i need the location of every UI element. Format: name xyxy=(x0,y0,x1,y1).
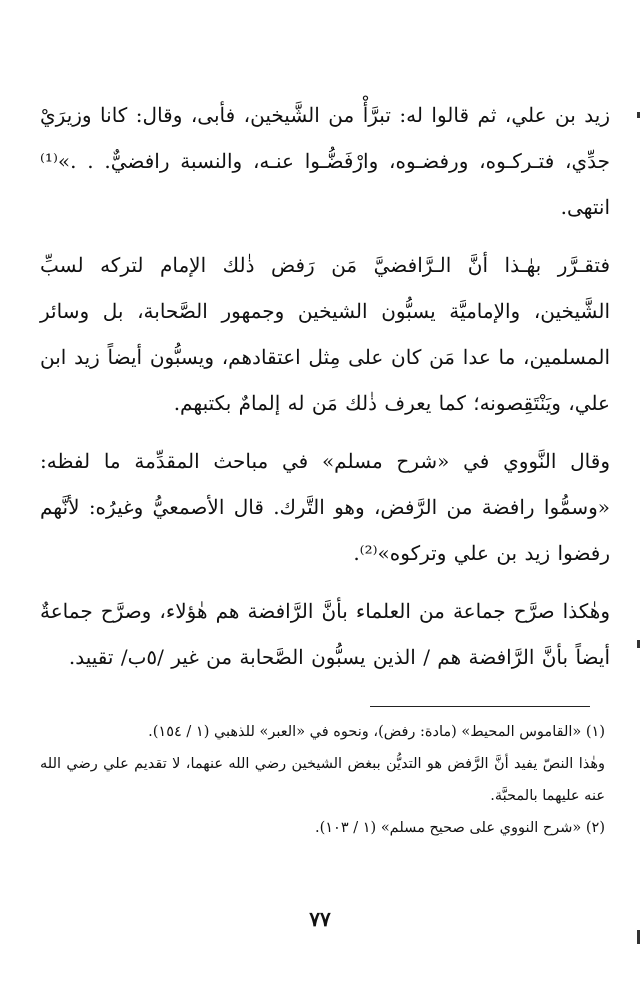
paragraph-2: فتقـرَّر بهٰـذا أنَّ الـرَّافضيَّ مَن رَفض ذٰلك الإمام لتركه لسبِّ الشَّيخين، والإماميَّة يسبُّون الشيخين وجمهور الصَّحابة، بل وسائر المسلمين، ما عدا مَن كان على مِثل اعتقادهم، ويسبُّون أيضاً زيد ابن علي، ويَنْتَقِصونه؛ كما يعرف ذٰلك مَن له إلمامٌ بكتبهم. xyxy=(40,253,610,415)
footnote-1-comment: وهٰذا النصّ يفيد أنَّ الرَّفض هو التديُّن ببغض الشيخين رضي الله عنهما، لا تقديم علي رضي الله عنه عليهما بالمحبَّة. xyxy=(40,756,605,804)
paragraph-1: زيد بن علي، ثم قالوا له: تبرَّأْ من الشَّيخين، فأبى، وقال: كانا وزيرَيْ جدِّي، فتـركـوه، ورفضـوه، وارْفَضُّـوا عنـه، والنسبة رافضيٌّ. . .»⁽¹⁾ انتهى. xyxy=(40,103,610,219)
main-text xyxy=(40,92,610,692)
footnote-divider xyxy=(370,706,590,707)
footnotes xyxy=(40,716,605,844)
footnote-1: (١) «القاموس المحيط» (مادة: رفض)، ونحوه في «العبر» للذهبي (١ / ١٥٤). xyxy=(148,724,605,740)
page-number: ٧٧ xyxy=(309,907,331,931)
paragraph-3: وقال النَّووي في «شرح مسلم» في مباحث المقدِّمة ما لفظه: «وسمُّوا رافضة من الرَّفض، وهو التَّرك. قال الأصمعيُّ وغيرُه: لأنَّهم رفضوا زيد بن علي وتركوه»⁽²⁾. xyxy=(40,449,610,565)
paragraph-4: وهٰكذا صرَّح جماعة من العلماء بأنَّ الرَّافضة هم هٰؤلاء، وصرَّح جماعةٌ أيضاً بأنَّ الرَّافضة هم / الذين يسبُّون الصَّحابة من غير /٥ب/ تقييد. xyxy=(40,599,610,669)
footnote-2: (٢) «شرح النووي على صحيح مسلم» (١ / ١٠٣). xyxy=(314,820,605,836)
